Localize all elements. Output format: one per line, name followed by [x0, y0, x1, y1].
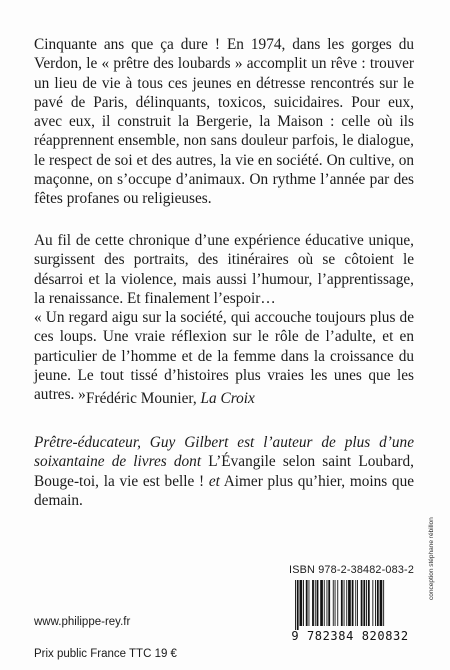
barcode-bar — [327, 580, 328, 626]
barcode-bar — [328, 580, 330, 626]
quote-attribution — [86, 390, 255, 408]
barcode-bar — [344, 580, 345, 626]
barcode-bar — [361, 580, 363, 626]
barcode-bar — [380, 580, 383, 626]
barcode-bar — [355, 580, 356, 626]
barcode-bar — [317, 580, 319, 626]
barcode-bar — [383, 580, 384, 626]
author-note — [34, 433, 414, 510]
publisher-website[interactable]: www.philippe-rey.fr — [34, 616, 131, 628]
design-credit: conception stéphane rébillon — [428, 517, 435, 600]
barcode-bar — [372, 580, 373, 626]
barcode-bar — [352, 580, 354, 626]
barcode-bar — [324, 580, 325, 626]
barcode-bar — [363, 580, 365, 626]
price-label: Prix public France TTC 19 € — [34, 648, 177, 660]
blurb-paragraph-1: Cinquante ans que ça dure ! En 1974, dans les gorges du Verdon, le « prêtre des loubards » accomplit un rêve : trouver un lieu de vie à tous ces jeunes en détresse rencontrés sur le pavé de Paris, délinquants, toxicos, suicidaires. Pour eux, avec eux, il construit la Bergerie, la Maison : celle où ils réapprennent ensemble, non sans douleur parfois, le dialogue, le respect de soi et des autres, la vie en société. On cultive, on maçonne, on s’occupe d’animaux. On rythme l’année par des fêtes profanes ou religieuses. — [34, 36, 414, 208]
barcode-bar — [295, 580, 296, 630]
barcode-bar — [348, 580, 351, 626]
barcode-bar — [346, 580, 347, 626]
author-note-intro: Prêtre-éducateur, Guy Gilbert est l’auteur de plus d’une soixantaine de livres dont — [34, 434, 414, 471]
barcode-bar — [315, 580, 316, 626]
barcode-bars — [295, 580, 384, 630]
barcode-bar — [333, 580, 334, 626]
author-note-title-1: L’Évangile selon saint Loubard, Bouge-toi, la vie est belle ! — [34, 453, 414, 490]
barcode-bar — [357, 580, 358, 626]
barcode-bar — [375, 580, 376, 626]
barcode-bar — [368, 580, 370, 626]
barcode-bar — [300, 580, 303, 626]
barcode-bar — [312, 580, 314, 626]
barcode-bar — [377, 580, 379, 626]
barcode-bar — [335, 580, 336, 626]
barcode-bar — [337, 580, 338, 626]
barcode-bar — [341, 580, 343, 626]
barcode-bar — [303, 580, 304, 626]
quote-source: La Croix — [200, 390, 255, 407]
blurb-paragraph-2: Au fil de cette chronique d’une expérience éducative unique, surgissent des portraits, des itinéraires où se côtoient le désarroi et la violence, mais aussi l’humour, l’apprentissage, la renaissance. Et finalement l’espoir… — [34, 232, 414, 307]
barcode-bar — [306, 580, 308, 626]
isbn-label: ISBN 978-2-38482-083-2 — [289, 564, 415, 576]
quote-author: Frédéric Mounier, — [86, 390, 197, 407]
barcode-bar — [297, 580, 299, 630]
barcode-bar — [320, 580, 323, 626]
barcode-bar — [366, 580, 367, 626]
author-note-title-2: Aimer plus qu’hier, moins que demain. — [34, 472, 415, 509]
press-quote: « Un regard aigu sur la société, qui accouche toujours plus de ces loups. Une vraie réflexion sur le rôle de l’adulte, et en particulier de l’homme et de la femme dans la croissance du jeune. Le tout tissé d’histoires plus vraies les unes que les autres. » — [34, 309, 414, 404]
author-note-connector: et — [208, 472, 220, 490]
barcode-number: 9 782384 820832 — [291, 629, 409, 642]
barcode-image — [285, 580, 415, 642]
barcode-bar — [309, 580, 310, 626]
